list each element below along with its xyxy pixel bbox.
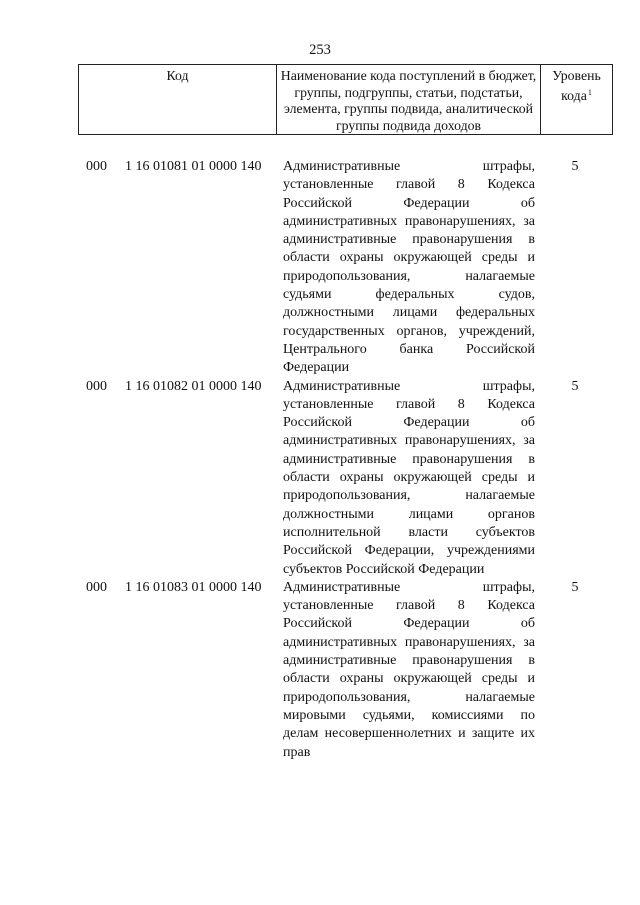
page-number: 253 (309, 42, 331, 58)
admin-code: 000 (86, 159, 107, 174)
table-row (0, 378, 640, 579)
description-line: административные правонарушения в (283, 653, 535, 669)
revenue-description (283, 378, 535, 579)
description-line: природопользования, налагаемые (283, 488, 535, 504)
description-line: административные правонарушения в (283, 232, 535, 248)
description-line: области охраны окружающей среды и (283, 671, 535, 687)
description-line: субъектов Российской Федерации (283, 561, 485, 577)
table-header (78, 64, 613, 135)
header-name (276, 65, 540, 134)
description-line: административных правонарушениях, за (283, 634, 535, 650)
description-line: административные правонарушения в (283, 451, 535, 467)
description-line: делам несовершеннолетних и защите их (283, 726, 535, 742)
description-line: установленные главой 8 Кодекса (283, 396, 535, 412)
description-line: государственных органов, учреждений, (283, 323, 535, 339)
admin-code: 000 (86, 579, 107, 595)
description-line: должностными лицами федеральных (283, 305, 535, 321)
description-line: Административные штрафы, (283, 378, 535, 394)
description-line: Российской Федерации об (283, 415, 535, 431)
description-line: Административные штрафы, (283, 579, 535, 595)
header-level-footnote: 1 (587, 87, 592, 97)
header-code-label: Код (166, 68, 189, 83)
revenue-description (283, 158, 535, 378)
description-line: Российской Федерации, учреждениями (283, 543, 535, 559)
code-level: 5 (571, 579, 579, 595)
description-line: административных правонарушениях, за (283, 213, 535, 229)
budget-code: 1 16 01083 01 0000 140 (125, 579, 262, 595)
table-row (0, 579, 640, 762)
revenue-description (283, 579, 535, 762)
description-line: Российской Федерации об (283, 616, 535, 632)
table-row (0, 158, 640, 378)
budget-code: 1 16 01082 01 0000 140 (125, 378, 262, 394)
description-line: административных правонарушениях, за (283, 433, 535, 449)
description-line: мировыми судьями, комиссиями по (283, 707, 535, 723)
header-code (78, 65, 276, 134)
description-line: должностными лицами органов (283, 506, 535, 522)
description-line: прав (283, 744, 311, 760)
header-level (540, 65, 613, 134)
admin-code: 000 (86, 378, 107, 394)
description-line: исполнительной власти субъектов (283, 524, 535, 540)
description-line: Центрального банка Российской (283, 341, 535, 357)
table-body (0, 158, 640, 762)
description-line: природопользования, налагаемые (283, 268, 535, 284)
description-line: установленные главой 8 Кодекса (283, 177, 535, 193)
header-name-label: Наименование кода поступлений в бюджет, группы, подгруппы, статьи, подстатьи, элемента, группы подвида, аналитической группы подвида доходов (280, 68, 537, 133)
description-line: Федерации (283, 360, 350, 376)
description-line: области охраны окружающей среды и (283, 250, 535, 266)
code-level: 5 (571, 378, 579, 394)
description-line: установленные главой 8 Кодекса (283, 598, 535, 614)
code-level: 5 (571, 159, 579, 174)
description-line: области охраны окружающей среды и (283, 470, 535, 486)
description-line: Административные штрафы, (283, 159, 535, 174)
budget-code: 1 16 01081 01 0000 140 (125, 159, 262, 174)
description-line: природопользования, налагаемые (283, 689, 535, 705)
description-line: судьями федеральных судов, (283, 287, 535, 303)
header-level-label: Уровень кода (552, 68, 601, 103)
description-line: Российской Федерации об (283, 195, 535, 211)
